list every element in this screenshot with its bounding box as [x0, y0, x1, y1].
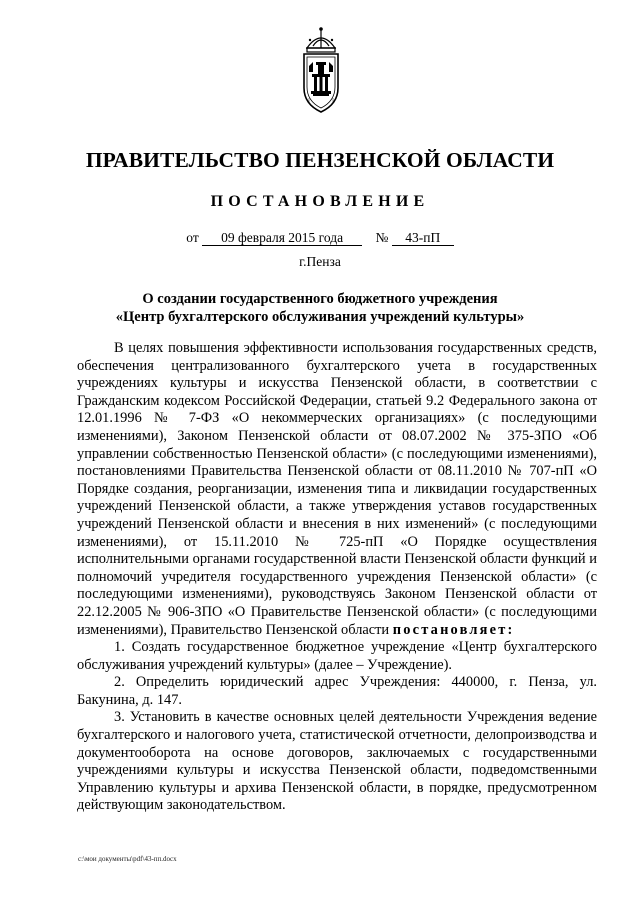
document-subject: [0, 290, 640, 326]
number-sign: №: [375, 230, 389, 245]
document-number: 43-пП: [392, 230, 454, 246]
file-path-footer: c:\мои документы\pdf\43-пп.docx: [78, 855, 177, 863]
city: г.Пенза: [299, 254, 341, 269]
document-body: [77, 340, 597, 815]
preamble-text: В целях повышения эффективности использования государственных средств, обеспечения централизованного бухгалтерского учета в государственных учреждениях культуры и искусства Пензенской области, в соответствии с Гражданским кодексом Российской Федерации, статьей 9.2 Федерального закона от 12.01.1996 № 7-ФЗ «О некоммерческих организациях» (с последующими изменениями), Законом Пензенской области от 08.07.2002 № 375-ЗПО «Об управлении собственностью Пензенской области» (с последующими изменениями), постановлениями Правительства Пензенской области от 08.11.2010 № 707-пП «О Порядке создания, реорганизации, изменения типа и ликвидации государственных учреждений Пензенской области, а также утверждения уставов государственных учреждений Пензенской области и внесения в них изменений» (с последующими изменениями), от 15.11.2010 № 725-пП «О Порядке осуществления исполнительными органами государственной власти Пензенской области функций и полномочий учредителя государственного учреждения Пензенской области» (с последующими изменениями), руководствуясь Законом Пензенской области от 22.12.2005 № 906-ЗПО «О Правительстве Пензенской области» (с последующими изменениями), Правительство Пензенской области: [77, 340, 597, 638]
item-2: 2. Определить юридический адрес Учреждения: 440000, г. Пенза, ул. Бакунина, д. 147.: [77, 674, 597, 708]
item-1: 1. Создать государственное бюджетное учреждение «Центр бухгалтерского обслуживания учреждений культуры» (далее – Учреждение).: [77, 639, 597, 673]
document-type: ПОСТАНОВЛЕНИЕ: [210, 193, 430, 210]
date-number-line: [0, 230, 640, 246]
date-prefix: от: [186, 230, 199, 245]
resolves-word: постановляет:: [392, 621, 515, 638]
preamble-paragraph: [77, 340, 597, 639]
subject-line-2: «Центр бухгалтерского обслуживания учреждений культуры»: [115, 309, 525, 325]
document-date: 09 февраля 2015 года: [202, 230, 362, 246]
government-title: ПРАВИТЕЛЬСТВО ПЕНЗЕНСКОЙ ОБЛАСТИ: [85, 148, 555, 172]
item-3: 3. Установить в качестве основных целей деятельности Учреждения ведение бухгалтерского и налогового учета, статистической отчетности, делопроизводства и документооборота на основе договоров, заключаемых с государственными учреждениями культуры и искусства Пензенской области, подведомственными Управлению культуры и архива Пензенской области, в порядке, предусмотренном действующим законодательством.: [77, 709, 597, 814]
coat-of-arms-icon: [297, 26, 345, 120]
subject-line-1: О создании государственного бюджетного учреждения: [142, 291, 498, 307]
